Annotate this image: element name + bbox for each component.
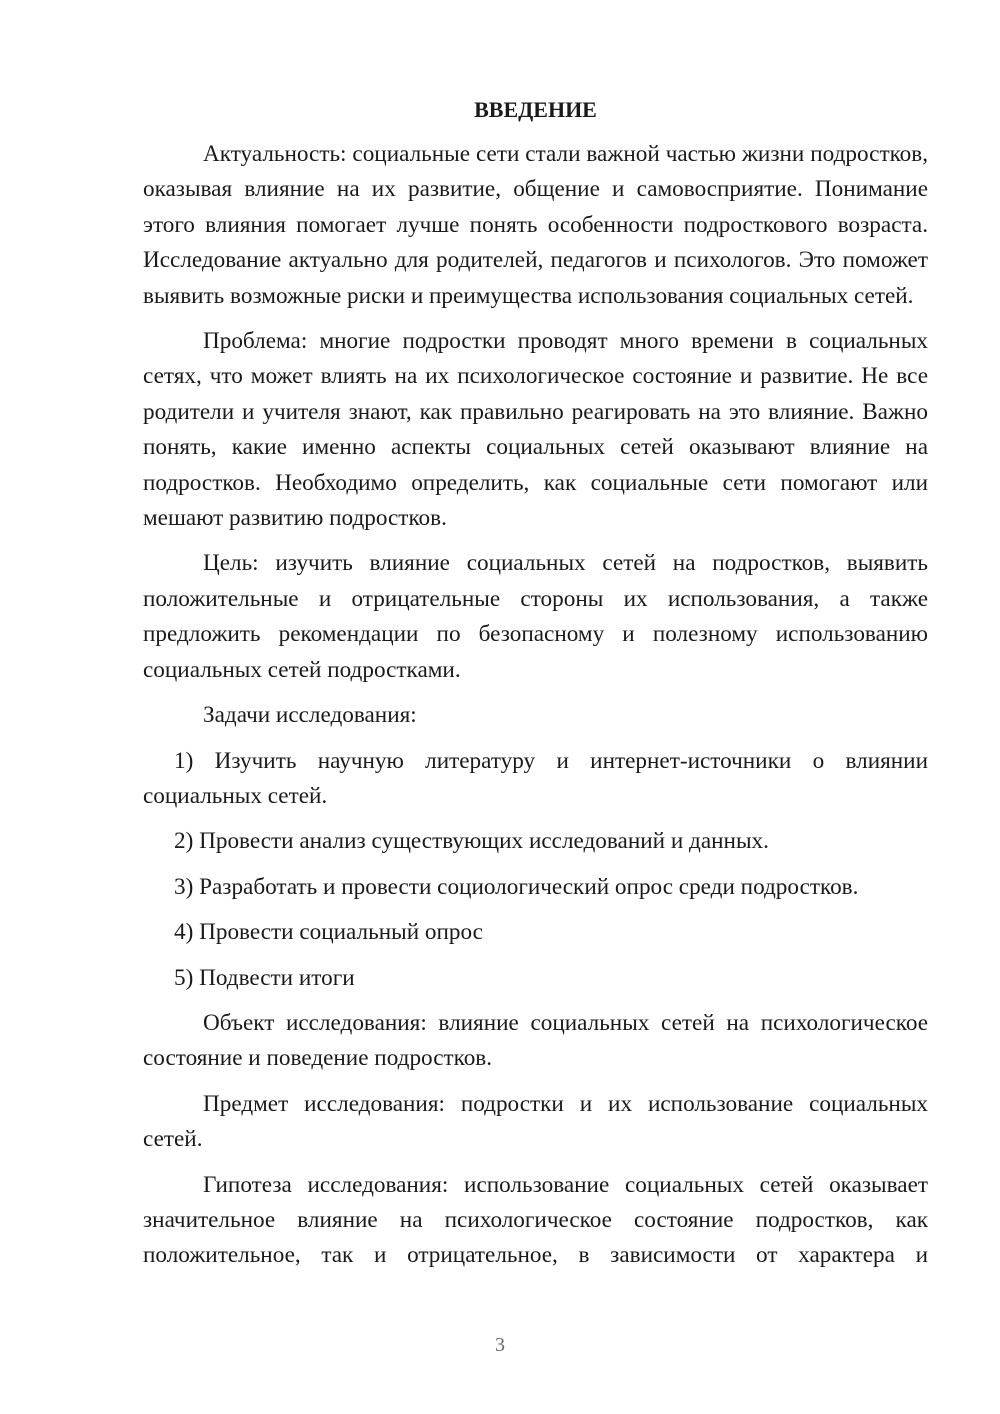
paragraph-hypothesis: Гипотеза исследования: использование социальных сетей оказывает значительное влияние на психологическое состояние подростков, как положительное, так и отрицательное, в зависимости от характера и: [143, 1171, 928, 1269]
task-item: 2) Провести анализ существующих исследований и данных.: [174, 828, 769, 855]
paragraph-object: Объект исследования: влияние социальных сетей на психологическое состояние и поведение подростков.: [143, 1009, 928, 1072]
paragraph-goal: Цель: изучить влияние социальных сетей на подростков, выявить положительные и отрицательные стороны их использования, а также предложить рекомендации по безопасному и полезному использованию социальных сетей подростками.: [143, 550, 928, 683]
task-item: 3) Разработать и провести социологический опрос среди подростков.: [174, 873, 859, 900]
page-content: [143, 92, 928, 1284]
task-item: 4) Провести социальный опрос: [174, 919, 483, 946]
task-item: 5) Подвести итоги: [174, 964, 355, 991]
paragraph-subject: Предмет исследования: подростки и их использование социальных сетей.: [143, 1090, 928, 1153]
page-number: 3: [495, 1334, 505, 1356]
section-heading: ВВЕДЕНИЕ: [474, 97, 597, 122]
tasks-title: Задачи исследования:: [203, 702, 417, 729]
task-item: 1) Изучить научную литературу и интернет-источники о влиянии социальных сетей.: [143, 747, 928, 809]
paragraph-relevance: Актуальность: социальные сети стали важной частью жизни подростков, оказывая влияние на их развитие, общение и самовосприятие. Понимание этого влияния помогает лучше понять особенности подросткового возраста. Исследование актуально для родителей, педагогов и психологов. Это поможет выявить возможные риски и преимущества использования социальных сетей.: [143, 141, 928, 309]
paragraph-problem: Проблема: многие подростки проводят много времени в социальных сетях, что может влиять на их психологическое состояние и развитие. Не все родители и учителя знают, как правильно реагировать на это влияние. Важно понять, какие именно аспекты социальных сетей оказывают влияние на подростков. Необходимо определить, как социальные сети помогают или мешают развитию подростков.: [143, 328, 928, 532]
